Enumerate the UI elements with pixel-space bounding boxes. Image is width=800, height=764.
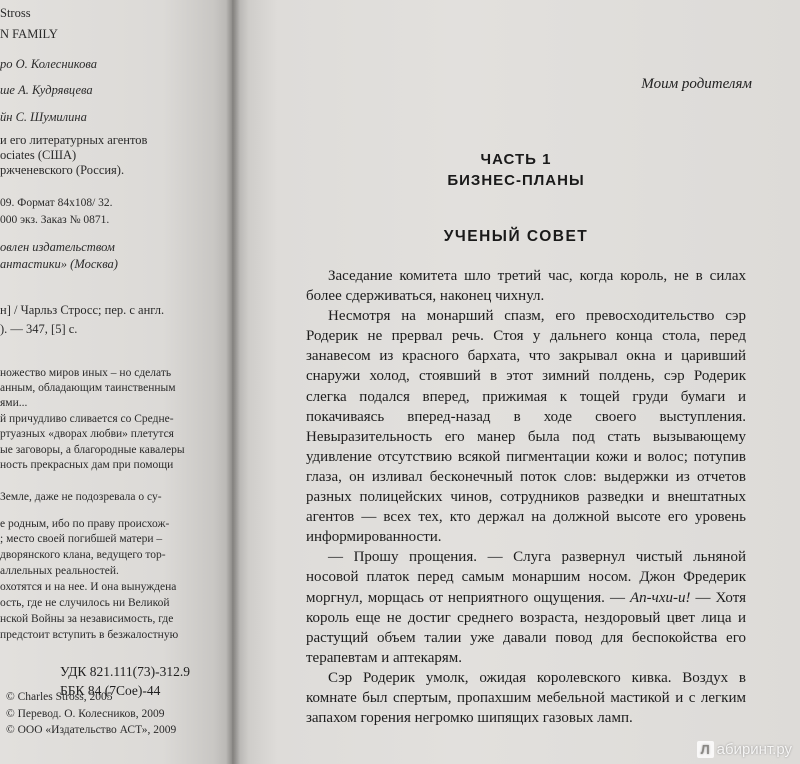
left-page-line: антастики» (Москва) <box>0 257 118 271</box>
paragraph-text: — Прошу прощения. — Слуга развернул чистый льняной носовой платок перед самым монаршим носом. Джон Фредерик моргнул, морщась от неприятного ощущения. — Ап-чхи-и! — Хотя король еще не достиг среднего возраста, нездоровый цвет лица и растущий объем талии уже давали повод для беспокойства его терапевтам и аптекарям. <box>306 549 746 666</box>
paragraph <box>306 547 746 668</box>
paragraph: Несмотря на монарший спазм, его превосходительство сэр Родерик не прервал речь. Стоя у дальнего конца стола, перед занавесом из красного бархата, что закрывал окна и царивший снаружи холод, стоявший в этот зимний полдень, сэр Родерик слегка подался вперед, прижимая к тощей груди бумаги и покачиваясь вперед-назад в ходе своего выступления. Невыразительность его манер была под стать вызывающему удивление отсутствию всякой пигментации кожи и волос; потупив глаза, он изливал бесконечный поток слов: выдержки из отчетов разных полицейских чинов, сотрудников разведки и внештатных агентов — всех тех, кто держал на должной высоте его уровень информированности. <box>306 308 746 546</box>
paragraph: Сэр Родерик умолк, ожидая королевского кивка. Воздух в комнате был спертым, пропахшим мебельной мастикой и с легким запахом горения негромко шипящих газовых ламп. <box>306 669 746 727</box>
left-page-line: ше А. Кудрявцева <box>0 83 93 97</box>
classification-code: ББК 84 (7Сое)-44 <box>60 683 161 698</box>
copyright-line: © ООО «Издательство АСТ», 2009 <box>6 724 177 736</box>
left-page-line: анным, обладающим таинственным <box>0 382 176 394</box>
sneeze-text: Ап-чхи-и! <box>630 589 691 606</box>
left-page-line: аллельных реальностей. <box>0 565 119 577</box>
left-page-line: йн С. Шумилина <box>0 110 87 124</box>
left-page-line: и его литературных агентов <box>0 133 148 147</box>
left-page-line: N FAMILY <box>0 27 58 41</box>
left-page-line: ность прекрасных дам при помощи <box>0 459 174 471</box>
book-gutter <box>226 0 240 764</box>
left-page <box>0 0 232 764</box>
left-page-line: дворянского клана, ведущего тор- <box>0 549 166 561</box>
right-page <box>232 0 800 764</box>
left-page-line: охотятся и на нее. И она вынуждена <box>0 581 177 593</box>
left-page-line: предстоит вступить в безжалостную <box>0 629 179 641</box>
dedication: Моим родителям <box>641 76 752 92</box>
left-page-line: овлен издательством <box>0 240 115 254</box>
labirint-logo-icon: Л <box>697 741 714 758</box>
body-text <box>306 266 746 728</box>
copyright-line: © Charles Stross, 2005 <box>6 691 113 703</box>
left-page-line: ociates (США) <box>0 148 77 162</box>
left-page-line: 09. Формат 84x108/ 32. <box>0 197 113 209</box>
left-page-line: ро О. Колесникова <box>0 57 98 71</box>
classification-code: УДК 821.111(73)-312.9 <box>60 664 191 679</box>
paragraph: Заседание комитета шло третий час, когда король, не в силах более сдерживаться, наконец чихнул. <box>306 268 746 305</box>
left-page-line: ржченевского (Россия). <box>0 163 125 177</box>
left-page-line: Земле, даже не подозревала о су- <box>0 491 162 503</box>
left-page-line: н] / Чарльз Стросс; пер. с англ. <box>0 303 165 317</box>
left-page-line: ость, где не случилось ни Великой <box>0 597 170 609</box>
left-page-line: ые заговоры, а благородные кавалеры <box>0 444 185 456</box>
watermark-text: абиринт.ру <box>716 741 792 758</box>
part-title: БИЗНЕС-ПЛАНЫ <box>447 172 585 189</box>
left-page-line: 000 экз. Заказ № 0871. <box>0 214 110 226</box>
left-page-line: е родным, ибо по праву происхож- <box>0 518 170 530</box>
chapter-title: УЧЕНЫЙ СОВЕТ <box>443 228 589 245</box>
left-page-line: ртуазных «дворах любви» плетутся <box>0 428 174 440</box>
left-page-line: ножество миров иных – но сделать <box>0 367 172 379</box>
part-number: ЧАСТЬ 1 <box>480 151 552 168</box>
left-page-line: ; место своей погибшей матери – <box>0 533 163 545</box>
watermark <box>697 741 792 758</box>
left-page-line: ями... <box>0 397 28 409</box>
left-page-line: нской Войны за независимость, где <box>0 613 174 625</box>
left-page-line: Stross <box>0 6 31 20</box>
copyright-line: © Перевод. О. Колесников, 2009 <box>6 708 165 720</box>
left-page-line: й причудливо сливается со Средне- <box>0 413 174 425</box>
left-page-line: ). — 347, [5] с. <box>0 322 78 336</box>
